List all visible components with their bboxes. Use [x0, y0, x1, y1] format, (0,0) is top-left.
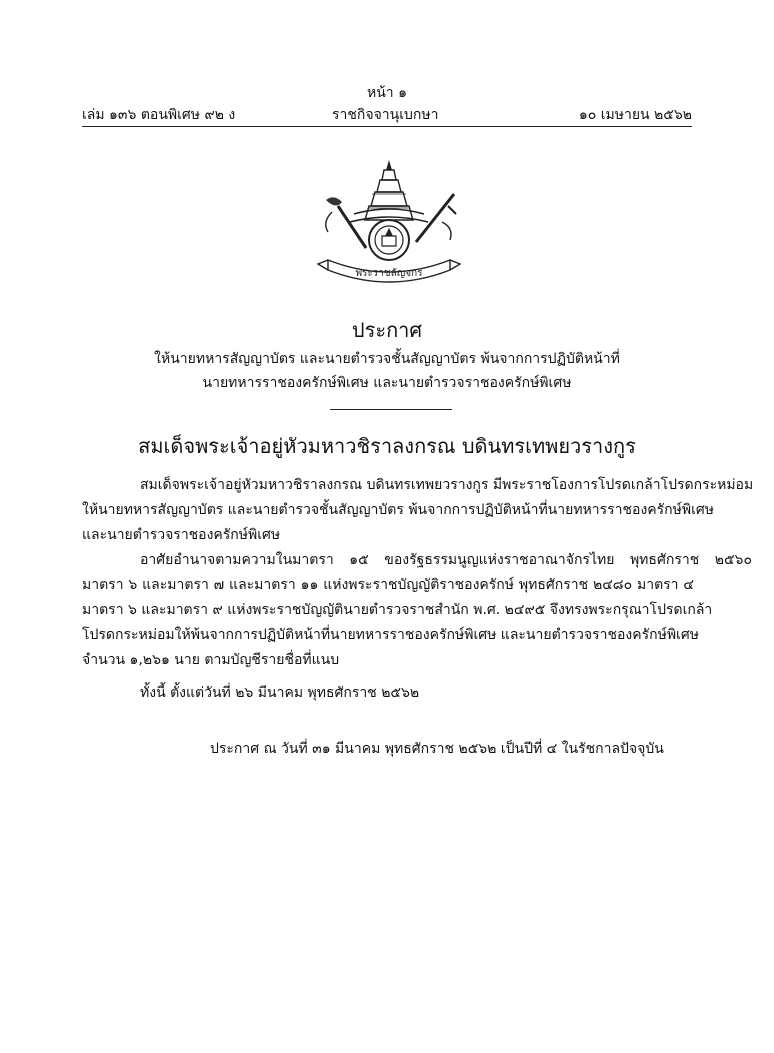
paragraph-2-line-2: มาตรา ๖ และมาตรา ๗ และมาตรา ๑๑ แห่งพระราชบัญญัติราชองครักษ์ พุทธศักราช ๒๔๘๐ มาตรา ๔	[82, 577, 694, 593]
proclamation-date: ประกาศ ณ วันที่ ๓๑ มีนาคม พุทธศักราช ๒๕๖๒ เป็นปีที่ ๔ ในรัชกาลปัจจุบัน	[210, 741, 664, 757]
paragraph-2-line-1: อาศัยอำนาจตามความในมาตรา ๑๕ ของรัฐธรรมนูญแห่งราชอาณาจักรไทย พุทธศักราช ๒๕๖๐	[140, 552, 752, 568]
paragraph-2-line-4: โปรดกระหม่อมให้พ้นจากการปฏิบัติหน้าที่นายทหารราชองครักษ์พิเศษ และนายตำรวจราชองครักษ์พิเศษ	[82, 627, 699, 643]
emblem-ribbon-text: พระราชลัญจกร	[355, 268, 423, 279]
title-divider	[330, 409, 452, 410]
paragraph-1-line-2: ให้นายทหารสัญญาบัตร และนายตำรวจชั้นสัญญาบัตร พ้นจากการปฏิบัติหน้าที่นายทหารราชองครักษ์พิเศษ	[82, 502, 714, 518]
volume-label: เล่ม ๑๓๖ ตอนพิเศษ ๙๒ ง	[82, 107, 236, 123]
king-name-heading: สมเด็จพระเจ้าอยู่หัวมหาวชิราลงกรณ บดินทรเทพยวรางกูร	[138, 434, 636, 458]
document-subtitle-line-1: ให้นายทหารสัญญาบัตร และนายตำรวจชั้นสัญญาบัตร พ้นจากการปฏิบัติหน้าที่	[154, 351, 620, 367]
paragraph-3: ทั้งนี้ ตั้งแต่วันที่ ๒๖ มีนาคม พุทธศักราช ๒๕๖๒	[140, 685, 420, 701]
document-subtitle-line-2: นายทหารราชองครักษ์พิเศษ และนายตำรวจราชองครักษ์พิเศษ	[202, 375, 572, 391]
header-divider	[82, 126, 692, 127]
issue-date: ๑๐ เมษายน ๒๕๖๒	[578, 107, 692, 123]
paragraph-2-line-5: จำนวน ๑,๒๖๑ นาย ตามบัญชีรายชื่อที่แนบ	[82, 652, 340, 668]
gazette-name: ราชกิจจานุเบกษา	[332, 107, 439, 123]
royal-emblem-icon	[314, 156, 464, 286]
document-title: ประกาศ	[351, 318, 423, 342]
paragraph-1-line-1: สมเด็จพระเจ้าอยู่หัวมหาวชิราลงกรณ บดินทรเทพยวรางกูร มีพระราชโองการโปรดเกล้าโปรดกระหม่อม	[140, 477, 754, 493]
gazette-header	[82, 104, 692, 126]
page-number: หน้า ๑	[367, 85, 407, 101]
paragraph-2-line-3: มาตรา ๖ และมาตรา ๙ แห่งพระราชบัญญัตินายตำรวจราชสำนัก พ.ศ. ๒๔๙๕ จึงทรงพระกรุณาโปรดเกล้า	[82, 602, 713, 618]
paragraph-1-line-3: และนายตำรวจราชองครักษ์พิเศษ	[82, 527, 281, 543]
